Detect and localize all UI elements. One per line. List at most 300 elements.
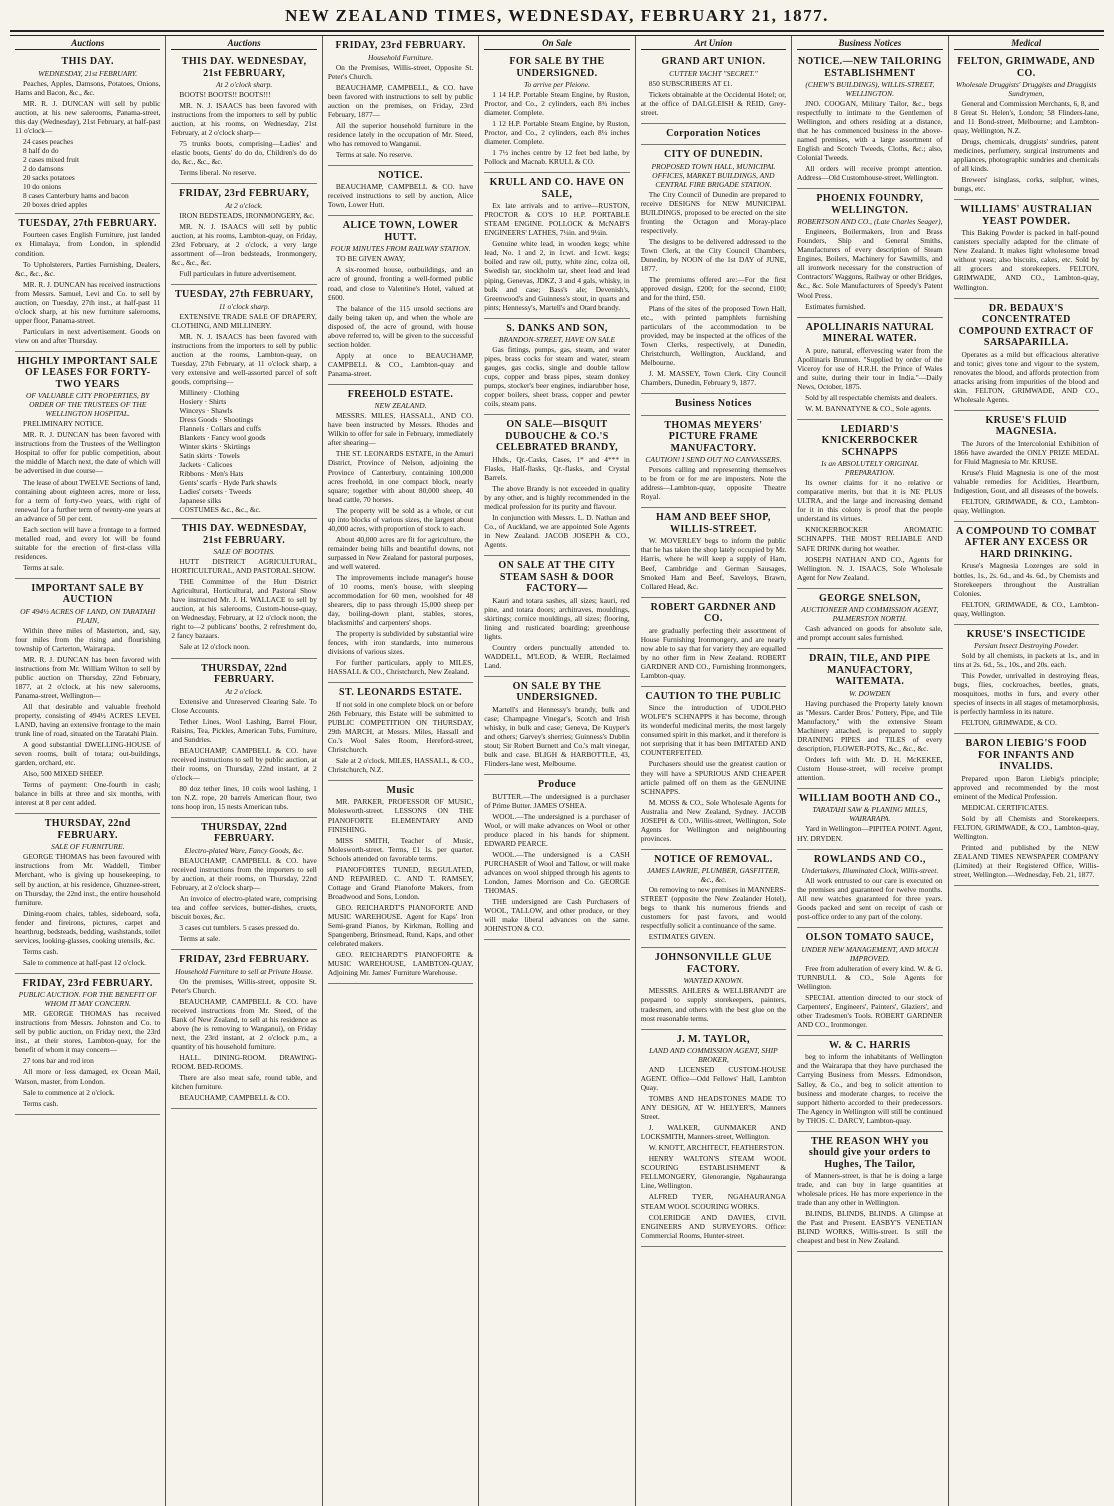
advertisement-columns	[10, 35, 1104, 1506]
ad-paragraph: The City Council of Dunedin are prepared to receive DESIGNS for NEW MUNICIPAL BUILDINGS, proposed to be erected on the site fronting the Octagon and Moray-place respectively.	[640, 189, 787, 235]
ad-paragraph: W. MOVERLEY begs to inform the public that he has taken the shop lately occupied by Mr. Harris, where he will keep a supply of Ham, Beef, Cambridge and German Sausages, Smoked Ham and Beef, Saveloys, Brawn, Collared Head, &c.	[640, 536, 787, 591]
ad-list-item: Ladies' corsets · Tweeds	[179, 487, 252, 497]
ad-paragraph: The designs to be delivered addressed to the Town Clerk, at the City Council Chambers, Dunedin, by NOON of the 1st DAY of JUNE, 1877.	[640, 236, 787, 273]
ad-paragraph: Since the introduction of UDOLPHO WOLFE'S SCHNAPPS it has become, through its wonderful medicinal merits, the most largely consumed spirit in this market, and it therefore is not surprising that it has been IMITATED AND COUNTERFEITED.	[640, 703, 787, 758]
ad-paragraph: THE undersigned are Cash Purchasers of WOOL, TALLOW, and other produce, or they will make liberal advances on the same. JOHNSTON & CO.	[484, 896, 630, 934]
ad-title: S. DANKS AND SON,	[506, 322, 608, 334]
ad-paragraph: 850 SUBSCRIBERS AT £1.	[648, 78, 733, 88]
ad-paragraph: Terms at sale.	[179, 934, 221, 944]
ad-subtitle: OF VALUABLE CITY PROPERTIES, BY ORDER OF THE TRUSTEES OF THE WELLINGTON HOSPITAL.	[26, 391, 150, 419]
ad-paragraph: 27 tons bar and rod iron	[23, 1056, 94, 1066]
ad-list-item: COSTUMES &c., &c., &c.	[179, 505, 261, 515]
ad-list-item: Flannels · Collars and cuffs	[179, 423, 261, 433]
ad-title: ON SALE BY THE UNDERSIGNED.	[512, 680, 602, 704]
ad-subtitle: Household Furniture to sell at Private House.	[175, 966, 314, 976]
ad-body	[171, 856, 316, 943]
ad-paragraph: MESSRS. MILES, HASSALL, AND CO. have been instructed by Messrs. Rhodes and Wilkin to offer for sale in February, immediately after shearing—	[327, 411, 474, 448]
ad-paragraph: KNICKERBOCKER AROMATIC SCHNAPPS. THE MOST RELIABLE AND SAFE DRINK during hot weather.	[797, 525, 943, 553]
ad-body	[171, 977, 316, 1102]
ad-subtitle: At 2 o'clock sharp.	[216, 80, 273, 89]
ad-paragraph: Genuine white lead, in wooden kegs; white lead, No. 1 and 2, in 1cwt. and 1cwt. kegs; boiled and raw oil, putty, white zinc, colza oil, Swedish tar, stockholm tar, sheet lead and lead piping, Genevas, JDKZ, 3 and 4 gals, whisky, in bulk and case; Bass's ale; Devenish's, Greenwood's and Guinness's stout, in quarts and pints; Hennessy's, Martell's and Otard brandy.	[484, 239, 630, 312]
ad-paragraph: Persons calling and representing themselves to be from or for me are imposters. Note the address—Lambton-quay, opposite Theatre Royal.	[640, 465, 787, 502]
advertisement	[954, 299, 1099, 411]
ad-body	[954, 774, 1099, 879]
ad-body	[171, 90, 316, 177]
ad-paragraph: BEAUCHAMP, CAMPBELL & CO. have received instructions from the importers to sell by auction, at their rooms, on Thursday, 22nd February, at 2 o'clock sharp—	[171, 855, 317, 892]
column-6	[791, 36, 947, 1506]
ad-title: THIS DAY. WEDNESDAY, 21st FEBRUARY,	[181, 56, 307, 79]
ad-list-item: Winceys · Shawls	[179, 405, 233, 415]
ad-body	[171, 211, 316, 278]
ad-paragraph: are gradually perfecting their assortment of House Furnishing Ironmongery, and are nearly now able to say that for variety they are equalled by no other firm in New Zealand. ROBERT GARDNER AND CO., Furnishing Ironmongers, Lambton-quay.	[640, 625, 787, 680]
advertisement	[15, 579, 160, 815]
ad-paragraph: W. KNOTT, ARCHITECT, FEATHERSTON.	[648, 1143, 785, 1153]
ad-subtitle: CAUTION! I SEND OUT NO CANVASSERS.	[645, 455, 782, 465]
ad-title: KRUSE'S FLUID MAGNESIA.	[985, 414, 1068, 438]
ad-list-item: 8 cases Canterbury hams and bacon	[23, 190, 129, 200]
ad-subtitle: BRANDON-STREET, HAVE ON SALE	[498, 335, 616, 345]
ad-body	[171, 557, 316, 651]
ad-paragraph: MR. R. J. DUNCAN has been favored with instructions from the Trustees of the Wellington Hospital to offer for public competition, about the middle of March next, the date of which will be advertised in due course—	[15, 430, 161, 476]
ad-title: FELTON, GRIMWADE, AND CO.	[957, 56, 1096, 79]
ad-body	[797, 99, 942, 182]
advertisement	[328, 683, 473, 781]
ad-list-item: Japanese silks	[179, 496, 222, 506]
ad-paragraph: 1 12 H.P. Portable Steam Engine, by Ruston, Proctor, and Co., 2 cylinders, each 8¼ inches diameter. Complete.	[484, 119, 630, 147]
ad-paragraph: AND LICENSED CUSTOM-HOUSE AGENT. Office—Odd Fellows' Hall, Lambton Quay.	[640, 1065, 787, 1093]
ad-paragraph: In conjunction with Messrs. L. D. Nathan and Co., of Auckland, we are appointed Sole Agents in New Zealand. JACOB JOSEPH & CO., Agents.	[484, 513, 630, 550]
ad-subtitle: Persian Insect Destroying Powder.	[974, 641, 1079, 651]
ad-title: JOHNSONVILLE GLUE FACTORY.	[654, 952, 772, 975]
advertisement	[171, 519, 316, 658]
ad-paragraph: MR. N. J. ISAACS will sell by public auction, at his rooms, Lambton-quay, on Friday, 23rd February, at 2 o'clock, a very large assortment of—Iron bedsteads, Ironmongery, &c., &c., &c.	[171, 221, 317, 267]
ad-paragraph: Printed and published by the NEW ZEALAND TIMES NEWSPAPER COMPANY (Limited) at their Registered Office, Willis-street, Wellington.—Wednesday, Feb. 21, 1877.	[953, 843, 1099, 880]
ad-title: THURSDAY, 22nd FEBRUARY.	[201, 821, 288, 845]
ad-body	[15, 79, 160, 135]
ad-title: WILLIAM BOOTH AND CO.,	[798, 792, 941, 804]
ad-subtitle: ROBERTSON AND CO., (Late Charles Seager),	[797, 217, 943, 227]
ad-list-item: Millinery · Clothing	[179, 387, 240, 397]
ad-paragraph: PRELIMINARY NOTICE.	[23, 419, 104, 429]
ad-title: Produce	[537, 779, 577, 791]
advertisement	[797, 52, 942, 189]
ad-paragraph: All that desirable and valuable freehold property, consisting of 494½ ACRES LEVEL LAND, having an extensive frontage to the main trunk line of road, situated on the Taratahi Plain.	[15, 702, 161, 739]
ad-subtitle: Undertakers, Illuminated Clock, Willis-street.	[801, 866, 939, 876]
ad-paragraph: FELTON, GRIMWADE, & CO., Lambton-quay, Wellington.	[953, 599, 1099, 618]
ad-paragraph: A pure, natural, effervescing water from the Apollinaris Brunnen. "Supplied by order of the Viceroy for use of H.R.H. the Prince of Wales and suite, during their tour in India."—Daily News, October, 1875.	[797, 345, 943, 391]
ad-body	[797, 478, 942, 581]
ad-paragraph: About 40,000 acres are fit for agriculture, the remainder being hills and beautiful downs, not surpassed in New Zealand for pastoral purposes, and well watered.	[327, 534, 474, 571]
ad-title: Business Notices	[675, 398, 752, 410]
ad-title: THOMAS MEYERS' PICTURE FRAME MANUFACTORY.	[664, 419, 763, 454]
ad-paragraph: PIANOFORTES TUNED, REGULATED, AND REPAIRED. C. AND T. RAMSEY, Cottage and Grand Pianoforte Makers, from Broadwood and Sons, London.	[327, 864, 474, 901]
ad-paragraph: FELTON, GRIMWADE, & CO., Lambton-quay, Wellington.	[953, 496, 1099, 515]
ad-subtitle: (CHEW'S BUILDINGS), WILLIS-STREET, WELLINGTON.	[805, 80, 935, 98]
ad-list-item: 8 half do do	[23, 145, 59, 155]
ad-title: DR. BEDAUX'S CONCENTRATED COMPOUND EXTRACT OF SARSAPARILLA.	[958, 302, 1094, 349]
advertisement	[641, 52, 786, 124]
ad-paragraph: JNO. COOGAN, Military Tailor, &c., begs respectfully to intimate to the Gentlemen of Wellington, and others residing at a distance, that he has commenced business in the above-named premises, with a large assortment of English and Scotch Tweeds, Cloths, &c.; also, Colonial Tweeds.	[797, 99, 943, 163]
ad-body	[171, 312, 316, 386]
ad-body	[797, 699, 942, 782]
section-heading: Business Notices	[797, 36, 942, 50]
ad-title: HAM AND BEEF SHOP, WILLIS-STREET.	[655, 512, 771, 535]
ad-subtitle: Wholesale Druggists' Druggists and Druggists Sundrymen,	[956, 80, 1097, 98]
ad-body	[797, 227, 942, 310]
ad-subtitle: At 2 o'clock.	[225, 200, 263, 210]
ad-paragraph: Particulars in next advertisement. Goods on view on and after Thursday.	[15, 326, 161, 345]
ad-title: FRIDAY, 23rd FEBRUARY.	[179, 954, 310, 966]
ad-paragraph: 1 14 H.P. Portable Steam Engine, by Ruston, Proctor, and Co., 2 cylinders, each 8¾ inches diameter. Complete.	[484, 90, 630, 118]
ad-list-item: Hosiery · Shirts	[179, 396, 227, 406]
ad-paragraph: The Jurors of the Intercolonial Exhibition of 1866 have awarded the ONLY PRIZE MEDAL for Fluid Magnesia to Mr. KRUSE.	[953, 438, 1099, 466]
ad-title: KRULL AND CO. HAVE ON SALE,	[489, 177, 625, 200]
ad-title: NOTICE.	[378, 169, 423, 181]
ad-paragraph: BEAUCHAMP, CAMPBELL & CO. have received instructions from Mr. Steed, of the Bank of New Zealand, to sell at his residence as above (he is removing to Wanganui), on Friday next, the 23rd instant, at 2 o'clock p.m., a quantity of his household furniture.	[171, 996, 317, 1051]
column-5	[635, 36, 791, 1506]
ad-paragraph: Full particulars in future advertisement.	[179, 268, 297, 278]
ad-paragraph: HENRY WALTON'S STEAM WOOL SCOURING ESTABLISHMENT & FELLMONGERY, Glenorangie, Ngahauranga Line, Wellington.	[640, 1154, 787, 1191]
ad-paragraph: GEO. REICHARDT'S PIANOFORTE & MUSIC WAREHOUSE, LAMBTON-QUAY, Adjoining Mr. James' Furniture Warehouse.	[327, 949, 474, 977]
ad-paragraph: A six-roomed house, outbuildings, and an acre of ground, fronting a well-formed public road, and close to Valentine's Hotel, valued at £600.	[327, 265, 474, 302]
ad-body	[641, 1065, 786, 1240]
ad-title: ON SALE—BISQUIT DUBOUCHE & CO.'S CELEBRATED BRANDY,	[495, 419, 619, 454]
ad-body	[641, 885, 786, 941]
ad-paragraph: JOSEPH NATHAN AND CO., Agents for Wellington. N. J. ISAACS, Sole Wholesale Agent for New Zealand.	[797, 554, 943, 582]
ad-list-item: 2 do damsons	[23, 163, 64, 173]
ad-list-item: Jackets · Calicoes	[179, 460, 233, 469]
advertisement	[328, 216, 473, 384]
ad-body	[328, 182, 473, 209]
ad-paragraph: If not sold in one complete block on or before 26th February, this Estate will be submitted to PUBLIC COMPETITION ON THURSDAY, 29th MARCH, at Messrs. Miles, Hassall and Co.'s Wool Sales Room, Hereford-street, Christchurch.	[327, 699, 474, 754]
ad-paragraph: 75 trunks boots, comprising—Ladies' and elastic boots, Gents' do do do, Children's do do do, &c., &c., &c.	[171, 139, 317, 167]
ad-paragraph: Engineers, Boilermakers, Iron and Brass Founders, Ship and General Smiths, Manufacturers of every description of Steam Engines, Boilers, Machinery for Sawmills, and all ironwork necessary for the construction of Contractors' Waggons, Railway or other Bridges, &c., &c. Sole Manufacturers of Speedy's Patent Wool Press.	[797, 227, 943, 300]
ad-paragraph: Cash advanced on goods for absolute sale, and prompt account sales furnished.	[797, 624, 943, 643]
ad-paragraph: Terms liberal. No reserve.	[179, 168, 257, 178]
column-1	[10, 36, 165, 1506]
ad-paragraph: Estimates furnished.	[805, 301, 866, 311]
ad-list-item: Ribbons · Men's Hats	[179, 469, 244, 479]
ad-paragraph: Also, 500 MIXED SHEEP.	[23, 769, 104, 779]
ad-paragraph: MR. R. J. DUNCAN has been favored with instructions from Mr. William Wilton to sell by public auction on Thursday, 22nd February, 1877, at 2 o'clock, at his new salerooms, Panama-street, Wellington—	[15, 654, 161, 701]
advertisement	[171, 659, 316, 818]
advertisement	[797, 318, 942, 420]
ad-paragraph: For further particulars, apply to MILES, HASSALL & CO., Christchurch, New Zealand.	[327, 658, 474, 677]
ad-body	[797, 824, 942, 842]
ad-body	[797, 1171, 942, 1245]
ad-title: THE REASON WHY you should give your orders to Hughes, The Tailor,	[808, 1135, 931, 1170]
ad-paragraph: BLINDS, BLINDS, BLINDS. A Glimpse at the Past and Present. EASBY'S VENETIAN BLIND WORKS, Willis-street. Is still the cheapest and best in New Zealand.	[797, 1209, 943, 1246]
ad-body	[797, 624, 942, 642]
ad-paragraph: On the Premises, Willis-street, Opposite St. Peter's Church.	[327, 62, 474, 81]
advertisement	[484, 319, 629, 416]
ad-paragraph: Sold by all Chemists and Storekeepers. FELTON, GRIMWADE, & CO., Lambton-quay, Wellington.	[953, 814, 1099, 842]
ad-subtitle: LAND AND COMMISSION AGENT, SHIP BROKER,	[649, 1046, 778, 1065]
ad-body	[797, 876, 942, 921]
ad-paragraph: Kruse's Magnesia Lozenges are sold in bottles, 1s., 2s. 6d., and 4s. 6d., by Chemists and Storekeepers throughout the Australian Colonies.	[953, 561, 1099, 598]
ad-title: THIS DAY. WEDNESDAY, 21st FEBRUARY.	[181, 523, 307, 546]
ad-paragraph: Sale to commence at half-past 12 o'clock.	[23, 957, 147, 967]
ad-title: Music	[386, 784, 415, 796]
ad-paragraph: Purchasers should use the greatest caution or they will have a SPURIOUS AND CHEAPER article palmed off on them as the GENUINE SCHNAPPS.	[640, 759, 787, 796]
ad-title: TUESDAY, 27th FEBRUARY,	[174, 289, 314, 300]
ad-body	[171, 697, 316, 811]
ad-body	[641, 536, 786, 590]
ad-subtitle: OF 494½ ACRES OF LAND, ON TARATAHI PLAIN,	[20, 606, 156, 625]
ad-paragraph: The above Brandy is not exceeded in quality by any other, and is highly recommended in the medical profession for its purity and flavour.	[484, 483, 630, 511]
ad-paragraph: The balance of the 115 unsold sections are daily being taken up, and when the whole are disposed of, the acre of ground, with house above referred to, will be given to the successful section holder.	[327, 303, 474, 349]
ad-paragraph: Fourteen cases English Furniture, just landed ex Himalaya, from London, in splendid condition.	[15, 230, 161, 258]
ad-paragraph: TOMBS AND HEADSTONES MADE TO ANY DESIGN, AT W. HELYER'S, Manners Street.	[640, 1094, 787, 1122]
ad-paragraph: Yard in Wellington—PIPITEA POINT. Agent, HY. DRYDEN.	[797, 824, 943, 843]
ad-title: THIS DAY.	[61, 56, 114, 67]
ad-paragraph: Prepared upon Baron Liebig's principle; approved and recommended by the most eminent of the Medical Profession.	[953, 773, 1099, 801]
ad-paragraph: GEORGE THOMAS has been favoured with instructions from Mr. Waddell, Timber Merchant, who is giving up housekeeping, to sell by auction, at his residence, Ghuznee-street, on Thursday, the 22nd inst., the entire household furniture.	[15, 852, 161, 907]
advertisement	[171, 184, 316, 285]
ad-title: ST. LEONARDS ESTATE.	[339, 687, 463, 699]
ad-subtitle: JAMES LAWRIE, PLUMBER, GASFITTER, &c., &c.	[647, 866, 780, 885]
ad-paragraph: BUTTER.—The undersigned is a purchaser of Prime Butter. JAMES O'SHEA.	[484, 791, 630, 810]
advertisement	[797, 589, 942, 650]
ad-body	[954, 651, 1099, 727]
ad-paragraph: Apply at once to BEAUCHAMP, CAMPBELL & CO., Lambton-quay and Panama-street.	[327, 350, 474, 378]
column-3	[322, 36, 478, 1506]
advertisement	[484, 556, 629, 677]
ad-paragraph: There are also meat safe, round table, and kitchen furniture.	[171, 1072, 317, 1091]
ad-paragraph: Operates as a mild but efficacious alterative and tonic; gives tone and vigour to the system, renovates the blood, and affords protection from attacks arising from impurities of the blood and skin. FELTON, GRIMWADE, AND CO., Wholesale Agents.	[953, 349, 1099, 404]
ad-subtitle: Electro-plated Ware, Fancy Goods, &c.	[184, 845, 304, 855]
section-heading: Auctions	[15, 36, 160, 50]
advertisement	[797, 789, 942, 850]
advertisement	[797, 1132, 942, 1253]
ad-paragraph: HUTT DISTRICT AGRICULTURAL, HORTICULTURAL, AND PASTORAL SHOW.	[171, 557, 317, 576]
ad-body	[954, 439, 1099, 515]
ad-list-item: 20 sacks potatoes	[23, 172, 75, 182]
ad-paragraph: MR. R. J. DUNCAN has received instructions from Messrs. Samuel, Levi and Co. to sell by auction, on Tuesday, 27th inst., at half-past 11 o'clock sharp, at his new furniture salerooms, upper floor, Panama-street.	[15, 279, 161, 325]
ad-paragraph: beg to inform the inhabitants of Wellington and the Wairarapa that they have purchased the Carrying Business from Messrs. Edmondson, Salley, & Co., and beg to solicit attention to business and moderate charges, to receive the support hitherto accorded to their predecessors. The Agency in Wellington will still be continued by THOS. C. DARCY, Lambton-quay.	[797, 1052, 943, 1125]
ad-paragraph: All work entrusted to our care is executed on the premises and guaranteed for twelve months. All new watches guaranteed for three years. Goods packed and sent on receipt of cash or post-office order to any part of the colony.	[797, 876, 943, 922]
advertisement	[641, 850, 786, 949]
ad-body	[15, 626, 160, 808]
ad-body	[641, 626, 786, 680]
section-heading: On Sale	[484, 36, 629, 50]
ad-paragraph: Its owner claims for it no relative or comparative merits, but that it is NE PLUS ULTRA, and the large and increasing demand for it in this colony is proof that the people understand its virtues.	[797, 478, 943, 524]
advertisement	[954, 625, 1099, 735]
ad-title: THURSDAY, 22nd FEBRUARY.	[44, 818, 131, 841]
ad-paragraph: Terms cash.	[23, 1098, 59, 1108]
ad-paragraph: MR. R. J. DUNCAN will sell by public auction, at his new salerooms, Panama-street, this day (Wednesday), 21st February, at half-past 11 o'clock—	[15, 98, 161, 135]
advertisement	[641, 394, 786, 416]
ad-title: CITY OF DUNEDIN.	[664, 149, 763, 161]
ad-paragraph: All orders will receive prompt attention. Address—Old Customhouse-street, Wellington.	[797, 164, 943, 183]
advertisement	[797, 420, 942, 589]
ad-paragraph: Hhds., Qr.-Casks, Cases, 1* and 4*** in Flasks, Half-flasks, Qr.-flasks, and Crystal Barrels.	[484, 454, 630, 482]
advertisement	[484, 52, 629, 173]
ad-list-item: 2 cases mixed fruit	[23, 154, 80, 164]
section-heading: Art Union	[641, 36, 786, 50]
ad-body	[797, 964, 942, 1029]
advertisement	[484, 173, 629, 318]
ad-paragraph: To Upholsterers, Parties Furnishing, Dealers, &c., &c., &c.	[15, 259, 161, 278]
advertisement	[328, 166, 473, 217]
ad-subtitle: 11 o'clock sharp.	[218, 301, 270, 311]
ad-paragraph: M. MOSS & CO., Sole Wholesale Agents for Australia and New Zealand, Sydney. JACOB JOSEPH & CO., Willis-street, Wellington, Sole Agents for Wellington and neighbouring provinces.	[640, 797, 787, 843]
advertisement	[171, 285, 316, 519]
ad-subtitle: CUTTER YACHT "SECRET."	[669, 68, 758, 78]
advertisement	[954, 411, 1099, 522]
ad-title: GRAND ART UNION.	[661, 56, 766, 67]
advertisement	[641, 124, 786, 146]
ad-paragraph: Peaches, Apples, Damsons, Potatoes, Onions, Hams and Bacon, &c., &c.	[15, 78, 161, 97]
ad-body	[641, 79, 786, 117]
ad-paragraph: BEAUCHAMP, CAMPBELL & CO. have received instructions to sell by public auction, at their rooms, on Thursday, 22nd instant, at 2 o'clock—	[171, 745, 317, 782]
ad-paragraph: MESSRS. AHLERS & WELLBRANDT are prepared to supply storekeepers, painters, tradesmen, and others with the best glue on the most reasonable terms.	[640, 986, 787, 1023]
ad-paragraph: W. M. BANNATYNE & CO., Sole agents.	[805, 403, 932, 413]
ad-body	[328, 411, 473, 676]
ad-paragraph: ESTIMATES GIVEN.	[648, 932, 716, 942]
ad-body	[954, 561, 1099, 617]
advertisement	[484, 775, 629, 940]
ad-body	[797, 1052, 942, 1124]
ad-paragraph: Tickets obtainable at the Occidental Hotel; or, at the office of DALGLEISH & REID, Grey-street.	[640, 89, 787, 117]
ad-paragraph: This Powder, unrivalled in destroying fleas, bugs, flies, cockroaches, beetles, gnats, mosquitoes, moths in furs, and every other species of insects in all stages of metamorphosis, is perfectly harmless in its nature.	[953, 671, 1099, 717]
ad-body	[641, 986, 786, 1022]
ad-subtitle: At 2 o'clock.	[225, 686, 263, 696]
ad-subtitle: PUBLIC AUCTION. FOR THE BENEFIT OF WHOM IT MAY CONCERN.	[18, 990, 157, 1009]
ad-list-item: Blankets · Fancy wool goods	[179, 432, 266, 442]
ad-paragraph: THE Committee of the Hutt District Agricultural, Horticultural, and Pastoral Show have instructed Mr. J. H. WALLACE to sell by auction, at his salerooms, Custom-house-quay, on Wednesday, February, at 12 o'clock noon, the right to—2 publicans' booths, 2 refreshment do, 2 fancy bazaars.	[171, 577, 317, 641]
ad-paragraph: BEAUCHAMP, CAMPBELL & CO.	[179, 1093, 290, 1103]
ad-list-item: 10 do onions	[23, 181, 62, 191]
ad-subtitle: NEW ZEALAND.	[374, 401, 427, 411]
ad-title: NOTICE.—NEW TAILORING ESTABLISHMENT	[797, 56, 942, 79]
ad-body	[15, 230, 160, 344]
ad-title: ROBERT GARDNER AND CO.	[650, 601, 777, 625]
advertisement	[797, 649, 942, 789]
ad-list-item: 20 boxes dried apples	[23, 199, 88, 209]
advertisement	[15, 352, 160, 579]
advertisement	[797, 850, 942, 929]
ad-body	[641, 703, 786, 842]
ad-title: FRIDAY, 23rd FEBRUARY,	[179, 188, 310, 200]
ad-paragraph: Sold by all respectable chemists and dealers.	[805, 392, 938, 402]
ad-body	[484, 90, 629, 166]
ad-body	[484, 792, 629, 933]
ad-paragraph: ALFRED TYER, NGAHAURANGA STEAM WOOL SCOURING WORKS.	[640, 1192, 787, 1211]
ad-body	[797, 346, 942, 413]
ad-paragraph: MISS SMITH, Teacher of Music, Molesworth-street. Terms, £1 1s. per quarter. Schools attended on favorable terms.	[327, 835, 474, 863]
advertisement	[954, 522, 1099, 625]
ad-title: FRIDAY, 23rd FEBRUARY.	[22, 977, 153, 989]
ad-paragraph: WOOL.—The undersigned is a purchaser of Wool, or will make advances on Wool or other produce placed in his hands for shipment. EDWARD PEARCE.	[484, 811, 630, 848]
ad-paragraph: of Manners-street, is that he is doing a large trade, and can buy in large quantities at wholesale prices. He has more experience in the trade than any other in Wellington.	[797, 1171, 943, 1208]
ad-body	[641, 190, 786, 388]
ad-title: BARON LIEBIG'S FOOD FOR INFANTS AND INVALIDS.	[965, 738, 1087, 773]
ad-title: PHOENIX FOUNDRY, WELLINGTON.	[816, 193, 924, 216]
ad-title: FOR SALE BY THE UNDERSIGNED.	[509, 56, 605, 79]
ad-subtitle: SALE OF BOOTHS.	[213, 547, 275, 557]
ad-title: KRUSE'S INSECTICIDE	[966, 628, 1086, 640]
ad-paragraph: This Baking Powder is packed in half-pound canisters specially adapted for the climate of New Zealand. It makes light wholesome bread without yeast; also biscuits, cakes, etc. Sold by all grocers and storekeepers. FELTON, GRIMWADE, AND CO., Lambton-quay, Wellington.	[953, 228, 1099, 292]
ad-subtitle: W. DOWDEN	[849, 688, 891, 698]
ad-paragraph: General and Commission Merchants, 6, 8, and 8 Great St. Helen's, London; 58 Flinders-lane, and 11 Bond-street, Melbourne; and Lambton-quay, Wellington, N.Z.	[953, 99, 1099, 136]
advertisement	[484, 415, 629, 556]
ad-paragraph: THE ST. LEONARDS ESTATE, in the Amuri District, Province of Nelson, adjoining the Province of Canterbury, containing 100,000 acres freehold, in one compact block, nearly square; together with about 80,000 sheep, 40 head cattle, 70 horses.	[327, 449, 474, 504]
ad-paragraph: The premiums offered are:—For the first approved design, £200; for the second, £100; and for the third, £50.	[640, 274, 787, 302]
advertisement	[641, 1030, 786, 1247]
ad-body	[328, 797, 473, 977]
ad-subtitle: TARATAHI SAW & PLANING MILLS, WAIRARAPA.	[812, 805, 928, 824]
ad-list-item: 24 cases peaches	[23, 136, 74, 146]
ad-body	[15, 419, 160, 572]
advertisement	[641, 145, 786, 394]
ad-item-list	[179, 388, 316, 514]
ad-title: WILLIAMS' AUSTRALIAN YEAST POWDER.	[960, 204, 1093, 227]
ad-paragraph: Having purchased the Property lately known as "Messrs. Carder Bros.' Pottery, Pipe, and Tile Manufactory," with the extensive Steam Machinery attached, is prepared to supply DRAINING PIPES and TILES of every description, FLOWER-POTS, &c., &c., &c.	[797, 698, 943, 753]
ad-paragraph: BOOTS! BOOTS!! BOOTS!!!	[179, 90, 271, 99]
advertisement	[797, 189, 942, 317]
ad-body	[328, 63, 473, 159]
ad-paragraph: The property is subdivided by substantial wire fences, with iron standards, into numerous divisions of various sizes.	[327, 629, 474, 657]
advertisement	[641, 598, 786, 687]
advertisement	[171, 52, 316, 184]
ad-subtitle: UNDER NEW MANAGEMENT, AND MUCH IMPROVED.	[801, 944, 939, 963]
ad-body	[328, 254, 473, 377]
ad-paragraph: Ex late arrivals and to arrive—RUSTON, PROCTOR & CO'S 10 H.P. PORTABLE STEAM ENGINE. POLLOCK & McNAB'S ENGINEERS' LATHES, 7¼in. and 9¼in.	[484, 201, 630, 238]
ad-paragraph: Orders left with Mr. D. H. McKEKEE, Custom House-street, will receive prompt attention.	[797, 754, 943, 782]
ad-subtitle: AUCTIONEER AND COMMISSION AGENT, PALMERSTON NORTH.	[801, 605, 939, 624]
column-4	[478, 36, 634, 1506]
ad-title: ALICE TOWN, LOWER HUTT.	[342, 220, 459, 243]
advertisement	[797, 928, 942, 1036]
ad-paragraph: Terms cash.	[23, 946, 59, 956]
ad-title: CAUTION TO THE PUBLIC	[645, 690, 782, 702]
ad-title: THURSDAY, 22nd FEBRUARY.	[201, 662, 288, 685]
advertisement	[954, 200, 1099, 298]
ad-paragraph: A good substantial DWELLING-HOUSE of seven rooms, built of totara; out-buildings, garden, orchard, etc.	[15, 740, 161, 768]
ad-body	[954, 228, 1099, 291]
ad-paragraph: Sold by all chemists, in packets at 1s., and in tins at 2s. 6d., 5s., 10s., and 20s. each.	[953, 651, 1099, 670]
advertisement	[171, 950, 316, 1109]
ad-paragraph: Gas fittings, pumps, gas, steam, and water pipes, brass cocks for steam and water, steam gauges, gas cocks, single and double tallow cups, copper and brass pipes, steam donkey pumps, stocker's beer engines, indiarubber hose, copper boilers, sheet brass, copper and pewter coils, steam pans.	[484, 345, 630, 409]
ad-paragraph: MR. N. J. ISAACS has been favored with instructions from the importers to sell by public auction at the rooms, Lambton-quay, on Tuesday, 27th February, at 11 o'clock sharp, a very extensive and well-assorted parcel of soft goods, comprising—	[171, 331, 317, 386]
ad-title: W. & C. HARRIS	[829, 1039, 911, 1051]
advertisement	[484, 677, 629, 775]
ad-paragraph: On removing to new premises in MANNERS-STREET (opposite the New Zealander Hotel), begs to thank his numerous friends and customers for past favors, and would respectfully solicit a continuance of the same.	[640, 885, 787, 931]
ad-title: TUESDAY, 27th FEBRUARY.	[18, 217, 157, 229]
ad-paragraph: EXTENSIVE TRADE SALE OF DRAPERY, CLOTHING, AND MILLINERY.	[171, 311, 317, 330]
ad-paragraph: TO BE GIVEN AWAY,	[335, 254, 405, 264]
ad-body	[484, 596, 629, 670]
ad-paragraph: The improvements include manager's house of 10 rooms, men's house, with sleeping accommodation for 60 men, woolshed for 48 shearers, dip to pass through 15,000 sheep per day, boiling-down plant, stables, stores, blacksmiths' and carpenters' shops.	[327, 572, 474, 627]
ad-title: A COMPOUND TO COMBAT AFTER ANY EXCESS OR HARD DRINKING.	[955, 525, 1097, 560]
ad-title: FRIDAY, 23rd FEBRUARY.	[335, 40, 466, 51]
ad-title: HIGHLY IMPORTANT SALE OF LEASES FOR FORTY-TWO YEARS	[17, 355, 158, 390]
ad-paragraph: Kruse's Fluid Magnesia is one of the most valuable remedies for Acidities, Heartburn, Indigestion, Gout, and all diseases of the bowels.	[953, 467, 1099, 495]
ad-paragraph: 3 cases cut tumblers. 5 cases pressed do.	[179, 923, 300, 933]
ad-paragraph: Country orders punctually attended to. WADDELL, M'LEOD, & WEIR, Reclaimed Land.	[484, 642, 630, 670]
advertisement	[328, 36, 473, 166]
column-2	[165, 36, 321, 1506]
ad-paragraph: 80 doz tether lines, 10 coils wool lashing, 1 ton N.Z. rope, 20 barrels American flour, two tons hoop iron, 15 nests American tubs.	[171, 783, 317, 811]
ad-paragraph: HALL. DINING-ROOM. DRAWING-ROOM. BED-ROOMS.	[171, 1052, 317, 1071]
advertisement	[15, 814, 160, 973]
ad-list-item: Dress Goods · Shootings	[179, 414, 254, 424]
ad-paragraph: Free from adulteration of every kind. W. & G. TURNBULL & CO., Sole Agents for Wellington.	[797, 963, 943, 991]
ad-subtitle: To arrive per Pleione.	[523, 80, 590, 89]
advertisement	[797, 1036, 942, 1132]
ad-paragraph: WOOL.—The undersigned is a CASH PURCHASER of Wool and Tallow, or will make advances on wool shipped through his agents to London, James Morrison and Co. GEORGE THOMAS.	[484, 849, 630, 895]
